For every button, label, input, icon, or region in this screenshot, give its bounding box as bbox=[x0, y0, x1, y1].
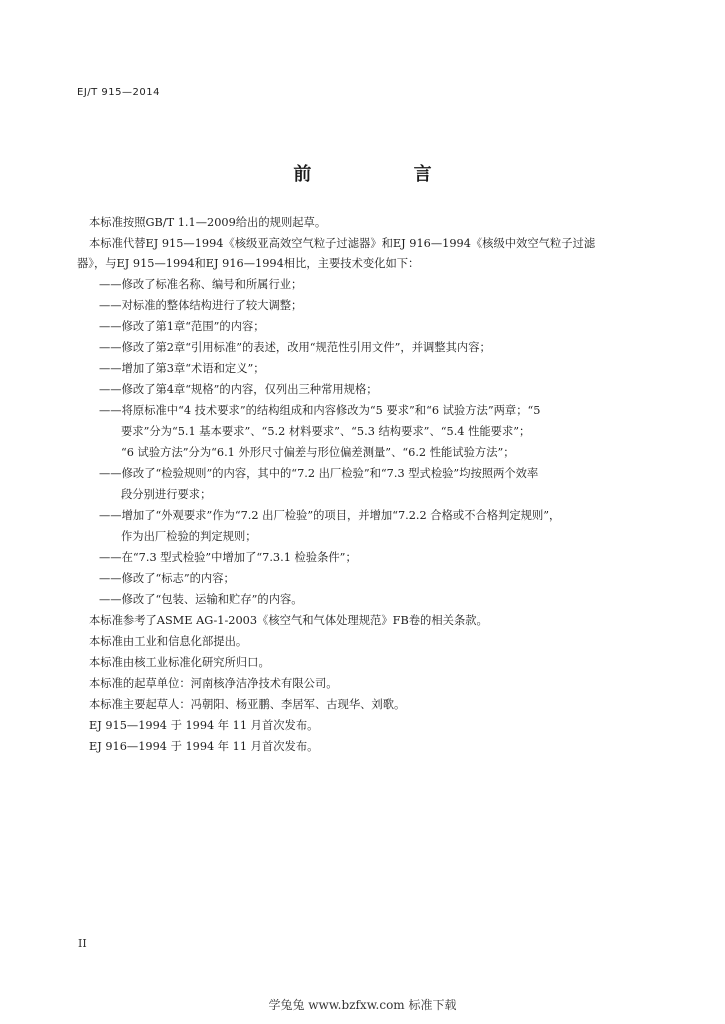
list-item: ——修改了第2章“引用标准”的表述，改用“规范性引用文件”，并调整其内容； bbox=[99, 341, 491, 354]
text-line: 本标准由工业和信息化部提出。 bbox=[89, 635, 248, 648]
footer-watermark: 学兔兔 www.bzfxw.com 标准下载 bbox=[268, 998, 457, 1012]
text-line: 本标准参考了ASME AG-1-2003《核空气和气体处理规范》FB卷的相关条款。 bbox=[89, 614, 488, 627]
list-item: ——增加了第3章“术语和定义”； bbox=[99, 362, 265, 375]
list-item: ——修改了第1章“范围”的内容； bbox=[99, 320, 265, 333]
standard-code: EJ/T 915—2014 bbox=[77, 87, 160, 98]
list-item-continued: 作为出厂检验的判定规则； bbox=[121, 530, 257, 543]
list-item: ——修改了第4章“规格”的内容，仅列出三种常用规格； bbox=[99, 383, 378, 396]
page-title: 前 言 bbox=[293, 164, 480, 185]
list-item: ——将原标准中“4 技术要求”的结构组成和内容修改为“5 要求”和“6 试验方法”两章；“5 bbox=[99, 404, 541, 417]
text-line: 本标准按照GB/T 1.1—2009给出的规则起草。 bbox=[89, 216, 327, 229]
list-item-continued: “6 试验方法”分为“6.1 外形尺寸偏差与形位偏差测量”、“6.2 性能试验方法”； bbox=[121, 446, 515, 459]
list-item-continued: 段分别进行要求； bbox=[121, 488, 212, 501]
list-item-continued: 要求”分为“5.1 基本要求”、“5.2 材料要求”、“5.3 结构要求”、“5.4 性能要求”； bbox=[121, 425, 531, 438]
list-item: ——修改了“检验规则”的内容，其中的“7.2 出厂检验”和“7.3 型式检验”均按照两个效率 bbox=[99, 467, 539, 480]
text-line: 本标准代替EJ 915—1994《核级亚高效空气粒子过滤器》和EJ 916—1994《核级中效空气粒子过滤 bbox=[89, 237, 596, 250]
list-item: ——修改了“标志”的内容； bbox=[99, 572, 235, 585]
text-line: EJ 915—1994 于 1994 年 11 月首次发布。 bbox=[89, 719, 319, 732]
page-number: II bbox=[78, 937, 87, 950]
text-line: EJ 916—1994 于 1994 年 11 月首次发布。 bbox=[89, 740, 319, 753]
text-line: 本标准主要起草人：冯朝阳、杨亚鹏、李居军、古现华、刘歌。 bbox=[89, 698, 406, 711]
list-item: ——修改了“包装、运输和贮存”的内容。 bbox=[99, 593, 303, 606]
list-item: ——对标准的整体结构进行了较大调整； bbox=[99, 299, 303, 312]
text-line: 本标准的起草单位：河南核净洁净技术有限公司。 bbox=[89, 677, 338, 690]
list-item: ——在“7.3 型式检验”中增加了“7.3.1 检验条件”； bbox=[99, 551, 357, 564]
text-line: 器》，与EJ 915—1994和EJ 916—1994相比，主要技术变化如下： bbox=[77, 257, 420, 270]
list-item: ——修改了标准名称、编号和所属行业； bbox=[99, 278, 303, 291]
text-line: 本标准由核工业标准化研究所归口。 bbox=[89, 656, 270, 669]
list-item: ——增加了“外观要求”作为“7.2 出厂检验”的项目，并增加“7.2.2 合格或不合格判定规则”， bbox=[99, 509, 561, 522]
